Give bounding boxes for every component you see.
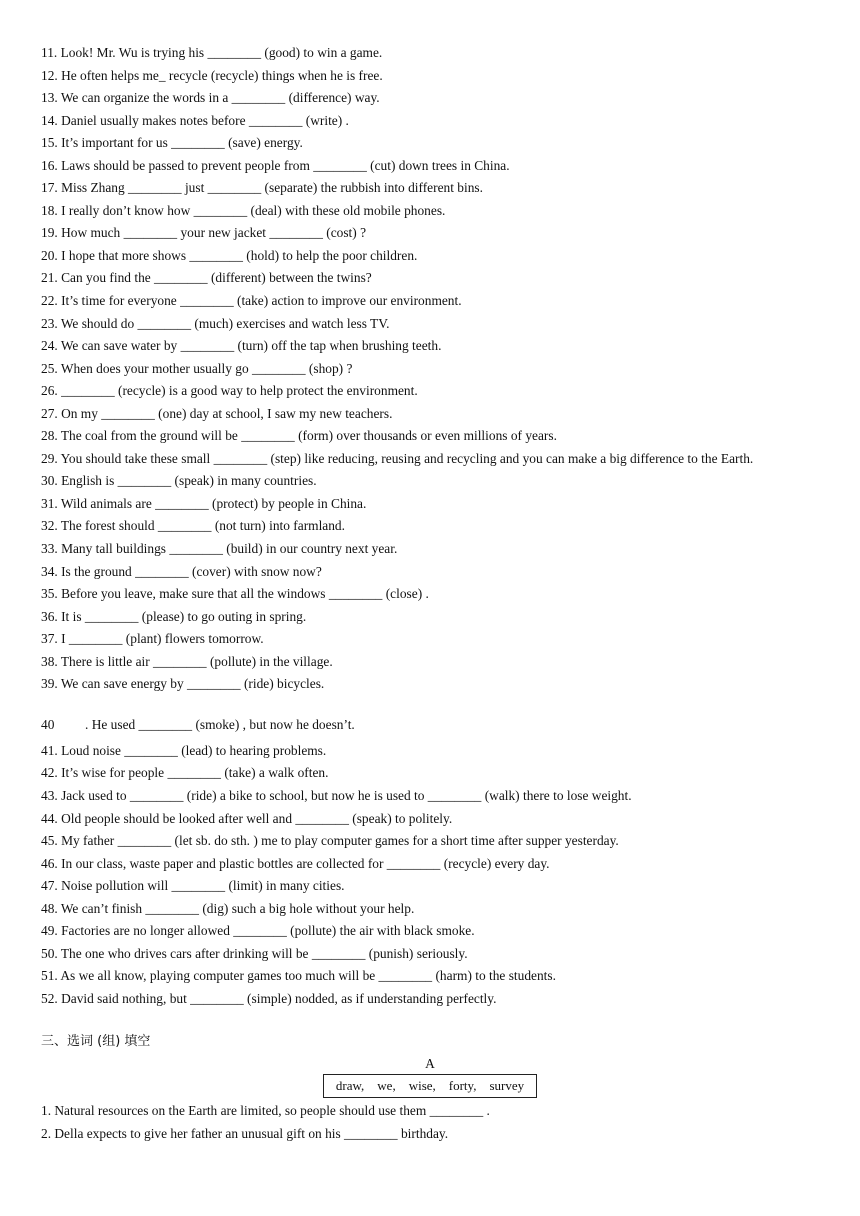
exercise-item: 49. Factories are no longer allowed ________ (pollute) the air with black smoke. [41, 923, 475, 939]
exercise-list-c [41, 740, 831, 1011]
spacer [41, 1010, 831, 1030]
worksheet-page [41, 42, 831, 1146]
exercise-item: 42. It’s wise for people ________ (take) a walk often. [41, 765, 329, 781]
part-label: A [425, 1056, 435, 1072]
exercise-list-d [41, 1100, 831, 1145]
exercise-item: 11. Look! Mr. Wu is trying his ________ (good) to win a game. [41, 45, 383, 60]
exercise-item: 18. I really don’t know how ________ (deal) with these old mobile phones. [41, 202, 446, 218]
exercise-item: 30. English is ________ (speak) in many countries. [41, 473, 317, 489]
exercise-item: 17. Miss Zhang ________ just ________ (separate) the rubbish into different bins. [41, 180, 483, 196]
exercise-item: 45. My father ________ (let sb. do sth. ) me to play computer games for a short time after supper yesterday. [41, 833, 619, 849]
exercise-item: 44. Old people should be looked after well and ________ (speak) to politely. [41, 810, 453, 826]
exercise-item: 33. Many tall buildings ________ (build) in our country next year. [41, 541, 398, 557]
exercise-list-b [41, 470, 831, 695]
exercise-item: 32. The forest should ________ (not turn) into farmland. [41, 518, 345, 534]
exercise-item: 14. Daniel usually makes notes before ________ (write) . [41, 112, 349, 128]
exercise-item: 22. It’s time for everyone ________ (take) action to improve our environment. [41, 293, 462, 309]
exercise-item: 16. Laws should be passed to prevent people from ________ (cut) down trees in China. [41, 157, 510, 173]
exercise-item: 41. Loud noise ________ (lead) to hearing problems. [41, 742, 327, 758]
exercise-item: 26. ________ (recycle) is a good way to help protect the environment. [41, 383, 418, 399]
exercise-item: 37. I ________ (plant) flowers tomorrow. [41, 631, 264, 647]
exercise-item: 15. It’s important for us ________ (save) energy. [41, 135, 303, 151]
exercise-item: 19. How much ________ your new jacket ________ (cost) ? [41, 225, 367, 241]
exercise-item: 31. Wild animals are ________ (protect) by people in China. [41, 495, 367, 511]
exercise-item: 43. Jack used to ________ (ride) a bike to school, but now he is used to ________ (walk) there to lose weight. [41, 787, 632, 803]
exercise-item: 50. The one who drives cars after drinking will be ________ (punish) seriously. [41, 945, 468, 961]
exercise-item: 20. I hope that more shows ________ (hold) to help the poor children. [41, 247, 418, 263]
exercise-list-a [41, 42, 831, 470]
exercise-item-wrapped: 29. You should take these small ________ (step) like reducing, reusing and recycling and you can make a big difference to the Earth. [41, 450, 754, 466]
exercise-item: 47. Noise pollution will ________ (limit) in many cities. [41, 878, 345, 894]
exercise-item: 2. Della expects to give her father an unusual gift on his ________ birthday. [41, 1125, 449, 1141]
exercise-item: 21. Can you find the ________ (different) between the twins? [41, 270, 372, 286]
exercise-item-40 [41, 714, 831, 736]
exercise-item: 25. When does your mother usually go ________ (shop) ? [41, 360, 353, 376]
exercise-number: 40 [41, 716, 55, 732]
exercise-item: 24. We can save water by ________ (turn) off the tap when brushing teeth. [41, 338, 442, 354]
spacer [41, 696, 831, 714]
section-heading: 三、选词 (组) 填空 [41, 1034, 151, 1050]
exercise-text: . He used ________ (smoke) , but now he doesn’t. [85, 716, 355, 732]
exercise-item: 52. David said nothing, but ________ (simple) nodded, as if understanding perfectly. [41, 990, 497, 1006]
exercise-item: 12. He often helps me_ recycle (recycle) things when he is free. [41, 67, 383, 83]
word-bank-box: draw, we, wise, forty, survey [323, 1074, 537, 1098]
exercise-item: 34. Is the ground ________ (cover) with snow now? [41, 563, 322, 579]
exercise-item: 39. We can save energy by ________ (ride) bicycles. [41, 676, 325, 692]
exercise-item: 23. We should do ________ (much) exercises and watch less TV. [41, 315, 390, 331]
exercise-item: 13. We can organize the words in a ________ (difference) way. [41, 90, 380, 106]
exercise-item: 1. Natural resources on the Earth are limited, so people should use them ________ . [41, 1103, 490, 1119]
exercise-item: 51. As we all know, playing computer games too much will be ________ (harm) to the students. [41, 968, 556, 984]
exercise-item: 38. There is little air ________ (pollute) in the village. [41, 653, 333, 669]
word-box-wrapper [41, 1074, 819, 1100]
exercise-item: 46. In our class, waste paper and plastic bottles are collected for ________ (recycle) every day. [41, 855, 550, 871]
exercise-item: 27. On my ________ (one) day at school, I saw my new teachers. [41, 405, 393, 421]
exercise-item: 35. Before you leave, make sure that all the windows ________ (close) . [41, 586, 429, 602]
exercise-item: 28. The coal from the ground will be ________ (form) over thousands or even millions of years. [41, 428, 557, 444]
exercise-item: 48. We can’t finish ________ (dig) such a big hole without your help. [41, 900, 415, 916]
exercise-item: 36. It is ________ (please) to go outing in spring. [41, 608, 307, 624]
